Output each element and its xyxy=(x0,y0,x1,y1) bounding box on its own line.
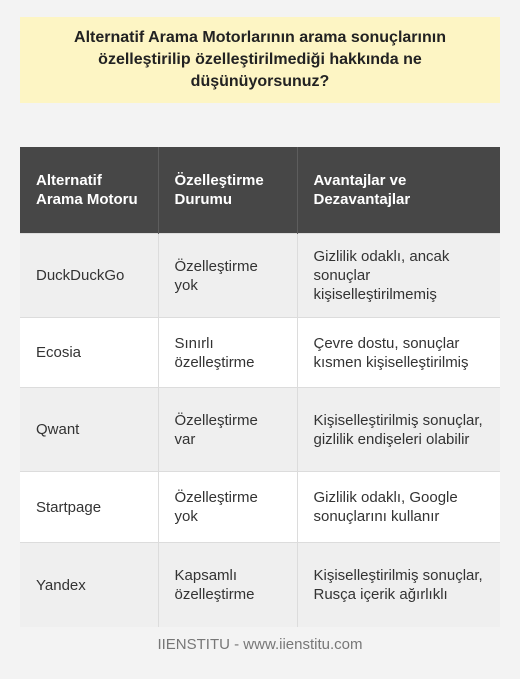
table-row xyxy=(20,388,500,472)
cell-pros-cons: Kişiselleştirilmiş sonuçlar, Rusça içerik ağırlıklı xyxy=(297,543,500,628)
title-banner xyxy=(20,17,500,103)
cell-customization-status: Kapsamlı özelleştirme xyxy=(158,543,297,628)
footer-credit: IIENSTITU - www.iienstitu.com xyxy=(157,636,363,653)
column-header-customization-status: Özelleştirme Durumu xyxy=(158,147,297,234)
cell-pros-cons: Kişiselleştirilmiş sonuçlar, gizlilik endişeleri olabilir xyxy=(297,388,500,472)
cell-customization-status: Sınırlı özelleştirme xyxy=(158,318,297,388)
cell-pros-cons: Gizlilik odaklı, ancak sonuçlar kişiselleştirilmemiş xyxy=(297,234,500,318)
column-header-pros-cons: Avantajlar ve Dezavantajlar xyxy=(297,147,500,234)
column-header-search-engine: Alternatif Arama Motoru xyxy=(20,147,158,234)
table-row xyxy=(20,543,500,628)
cell-pros-cons: Gizlilik odaklı, Google sonuçlarını kullanır xyxy=(297,472,500,543)
table-row xyxy=(20,472,500,543)
cell-search-engine: Startpage xyxy=(20,472,158,543)
cell-search-engine: Qwant xyxy=(20,388,158,472)
cell-customization-status: Özelleştirme yok xyxy=(158,472,297,543)
comparison-table xyxy=(20,147,500,627)
cell-pros-cons: Çevre dostu, sonuçlar kısmen kişiselleştirilmiş xyxy=(297,318,500,388)
comparison-table-container xyxy=(20,147,500,627)
cell-search-engine: DuckDuckGo xyxy=(20,234,158,318)
table-row xyxy=(20,234,500,318)
page-title: Alternatif Arama Motorlarının arama sonuçlarının özelleştirilip özelleştirilmediği hakkında ne düşünüyorsunuz? xyxy=(74,29,446,90)
cell-customization-status: Özelleştirme yok xyxy=(158,234,297,318)
cell-customization-status: Özelleştirme var xyxy=(158,388,297,472)
table-header-row xyxy=(20,147,500,234)
cell-search-engine: Yandex xyxy=(20,543,158,628)
table-row xyxy=(20,318,500,388)
cell-search-engine: Ecosia xyxy=(20,318,158,388)
